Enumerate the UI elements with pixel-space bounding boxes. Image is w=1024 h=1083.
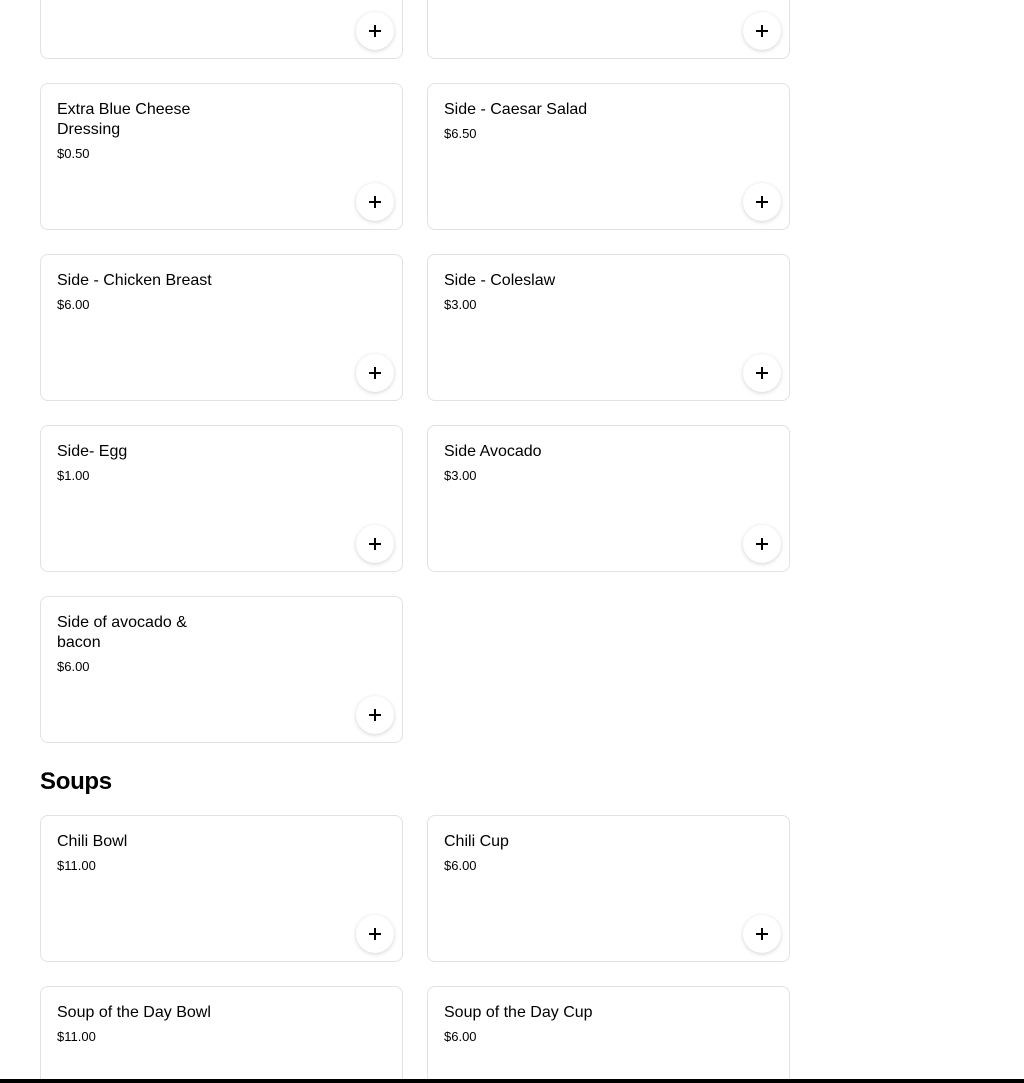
bottom-divider [0,1079,1024,1083]
plus-icon [369,25,381,37]
menu-item-card[interactable] [40,425,403,572]
menu-item-price: $11.00 [57,858,96,873]
add-item-button[interactable] [743,354,781,392]
menu-item-name: Side of avocado & bacon [57,614,187,651]
menu-item-price: $3.00 [444,468,477,483]
menu-item-card[interactable] [40,83,403,230]
menu-item-card[interactable] [427,986,790,1083]
menu-item-name: Extra Blue Cheese Dressing [57,101,191,138]
menu-item-price: $6.00 [444,1029,477,1044]
menu-item-price: $6.00 [57,297,90,312]
add-item-button[interactable] [356,183,394,221]
plus-icon [369,709,381,721]
menu-item-card[interactable] [40,254,403,401]
menu-item-price: $6.00 [444,858,477,873]
plus-icon [756,196,768,208]
section-title-soups: Soups [40,768,112,795]
menu-item-name: Side Avocado [444,443,542,460]
menu-item-price: $11.00 [57,1029,96,1044]
add-item-button[interactable] [356,915,394,953]
add-item-button[interactable] [356,12,394,50]
plus-icon [369,367,381,379]
menu-item-name: Chili Cup [444,833,509,850]
menu-item-name: Side- Egg [57,443,128,460]
menu-item-card[interactable] [40,815,403,962]
plus-icon [369,928,381,940]
plus-icon [756,25,768,37]
menu-item-name: Side - Caesar Salad [444,101,588,118]
add-item-button[interactable] [356,354,394,392]
menu-item-name: Chili Bowl [57,833,128,850]
plus-icon [756,928,768,940]
menu-item-price: $0.50 [57,146,90,161]
plus-icon [369,196,381,208]
menu-item-card[interactable] [427,254,790,401]
menu-item-card[interactable] [40,986,403,1083]
menu-item-price: $1.00 [57,468,90,483]
menu-item-price: $6.00 [57,659,90,674]
plus-icon [369,538,381,550]
menu-item-card[interactable] [40,0,403,59]
add-item-button[interactable] [356,696,394,734]
add-item-button[interactable] [356,525,394,563]
add-item-button[interactable] [743,12,781,50]
menu-item-name: Soup of the Day Cup [444,1004,593,1021]
menu-item-name: Soup of the Day Bowl [57,1004,211,1021]
menu-item-card[interactable] [40,596,403,743]
menu-item-price: $3.00 [444,297,477,312]
plus-icon [756,538,768,550]
add-item-button[interactable] [743,915,781,953]
menu-item-price: $6.50 [444,126,477,141]
menu-item-card[interactable] [427,815,790,962]
menu-item-name: Side - Chicken Breast [57,272,212,289]
add-item-button[interactable] [743,183,781,221]
menu-item-card[interactable] [427,425,790,572]
plus-icon [756,367,768,379]
menu-item-card[interactable] [427,83,790,230]
menu-item-name: Side - Coleslaw [444,272,556,289]
menu-item-card[interactable] [427,0,790,59]
add-item-button[interactable] [743,525,781,563]
